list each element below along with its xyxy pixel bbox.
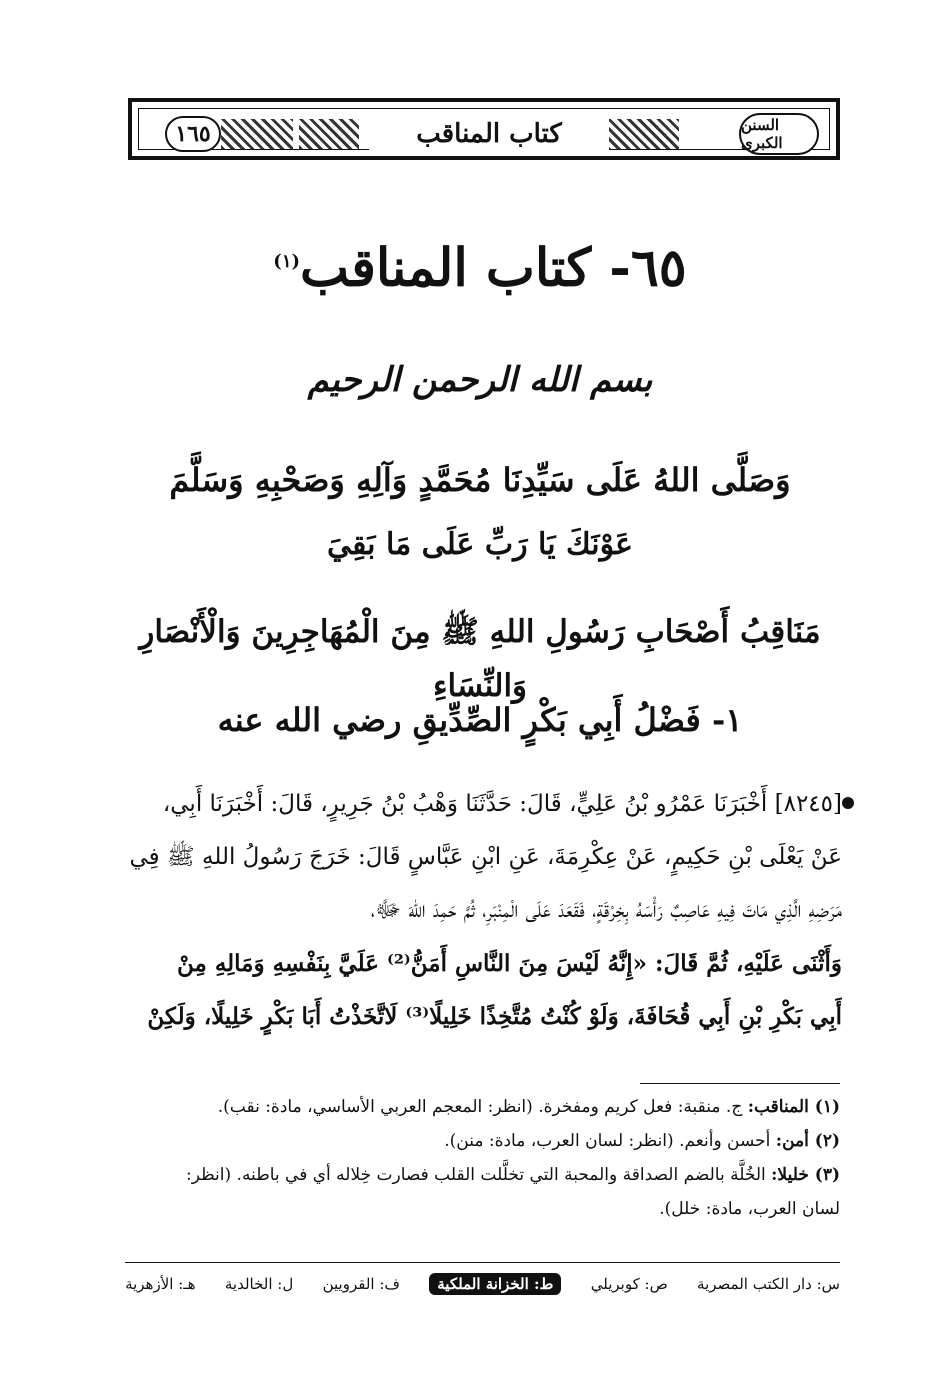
manuscript-legend	[125, 1268, 840, 1300]
hadith-line: مَرَضِهِ الَّذِي مَاتَ فِيهِ عَاصِبٌ رَأْسَهُ بِخِرْقَةٍ، فَقَعَدَ عَلَى الْمِنْبَرِ، ثُمَّ حَمِدَ اللهَ ﷻ،	[370, 897, 842, 923]
legend-item: ف: القرويين	[322, 1275, 400, 1293]
hadith-line: وَأَثْنَى عَلَيْهِ، ثُمَّ قَالَ: «إِنَّهُ لَيْسَ مِنَ النَّاسِ أَمَنُّ⁽²⁾ عَلَيَّ بِنَفْسِهِ وَمَالِهِ مِنْ	[176, 950, 842, 977]
ornament-left-1	[221, 119, 293, 149]
footnotes	[125, 1090, 840, 1226]
book-seal: السنن الكبرى	[739, 113, 819, 155]
footnote-text: الخُلَّة بالضم الصداقة والمحبة التي تخلَّلت القلب فصارت خِلاله أي في باطنه. (انظر:	[186, 1165, 766, 1185]
ornament-left-2	[299, 119, 359, 149]
footnote-text: أحسن وأنعم. (انظر: لسان العرب، مادة: منن).	[444, 1131, 771, 1151]
hadith-line: أَبِي بَكْرِ بْنِ أَبِي قُحَافَةَ، وَلَوْ كُنْتُ مُتَّخِذًا خَلِيلًا⁽³⁾ لَاتَّخَذْتُ أَبَا بَكْرٍ خَلِيلًا، وَلَكِنْ	[147, 1003, 842, 1030]
footnote-text: ج. منقبة: فعل كريم ومفخرة. (انظر: المعجم العربي الأساسي، مادة: نقب).	[217, 1097, 743, 1117]
footnote	[125, 1124, 840, 1158]
hadith-line: عَنْ يَعْلَى بْنِ حَكِيمٍ، عَنْ عِكْرِمَةَ، عَنِ ابْنِ عَبَّاسٍ قَالَ: خَرَجَ رَسُولُ اللهِ ﷺ فِي	[129, 844, 842, 870]
hadith-bullet	[842, 797, 854, 809]
legend-item-highlighted: ط: الخزانة الملكية	[429, 1273, 561, 1295]
legend-item: ل: الخالدية	[224, 1275, 294, 1293]
hadith-text	[120, 778, 842, 1043]
section-heading: مَنَاقِبُ أَصْحَابِ رَسُولِ اللهِ ﷺ مِنَ الْمُهَاجِرِينَ وَالْأَنْصَارِ وَالنِّسَاءِ	[139, 614, 821, 704]
legend-item: هـ: الأزهرية	[125, 1275, 196, 1293]
footnote-label: (١) المناقب:	[747, 1097, 840, 1117]
footnote	[125, 1192, 840, 1226]
footnote-label: (٣) خليلا:	[771, 1165, 840, 1185]
chapter-footnote-ref: (١)	[273, 251, 301, 272]
chapter-title	[120, 222, 840, 308]
footnote-label: (٢) أمن:	[775, 1131, 840, 1151]
ornament-right-1	[607, 119, 679, 149]
legend-item: س: دار الكتب المصرية	[697, 1275, 840, 1293]
running-title: كتاب المناقب	[369, 115, 609, 153]
basmala: بسم الله الرحمن الرحيم	[307, 360, 653, 400]
awnak-line: عَوْنَكَ يَا رَبِّ عَلَى مَا بَقِيَ	[326, 527, 634, 562]
footnote	[125, 1090, 840, 1124]
footnote-text: لسان العرب، مادة: خلل).	[659, 1199, 840, 1219]
running-header	[128, 98, 840, 160]
chapter-title-text: ٦٥- كتاب المناقب	[300, 237, 687, 299]
subheading: ١- فَضْلُ أَبِي بَكْرٍ الصِّدِّيقِ رضي الله عنه	[217, 701, 743, 739]
footnote-divider	[640, 1083, 840, 1084]
footnote	[125, 1158, 840, 1192]
legend-item: ص: كوبريلي	[590, 1275, 668, 1293]
header-inner-border	[138, 108, 830, 150]
legend-divider	[125, 1262, 840, 1263]
page-number: ١٦٥	[165, 116, 221, 152]
hadith-line: [٨٢٤٥] أَخْبَرَنَا عَمْرُو بْنُ عَلِيٍّ، قَالَ: حَدَّثَنَا وَهْبُ بْنُ جَرِيرٍ، قَالَ: أَخْبَرَنَا أَبِي،	[162, 791, 842, 817]
salawat-line: وَصَلَّى اللهُ عَلَى سَيِّدِنَا مُحَمَّدٍ وَآلِهِ وَصَحْبِهِ وَسَلَّمَ	[169, 461, 791, 499]
